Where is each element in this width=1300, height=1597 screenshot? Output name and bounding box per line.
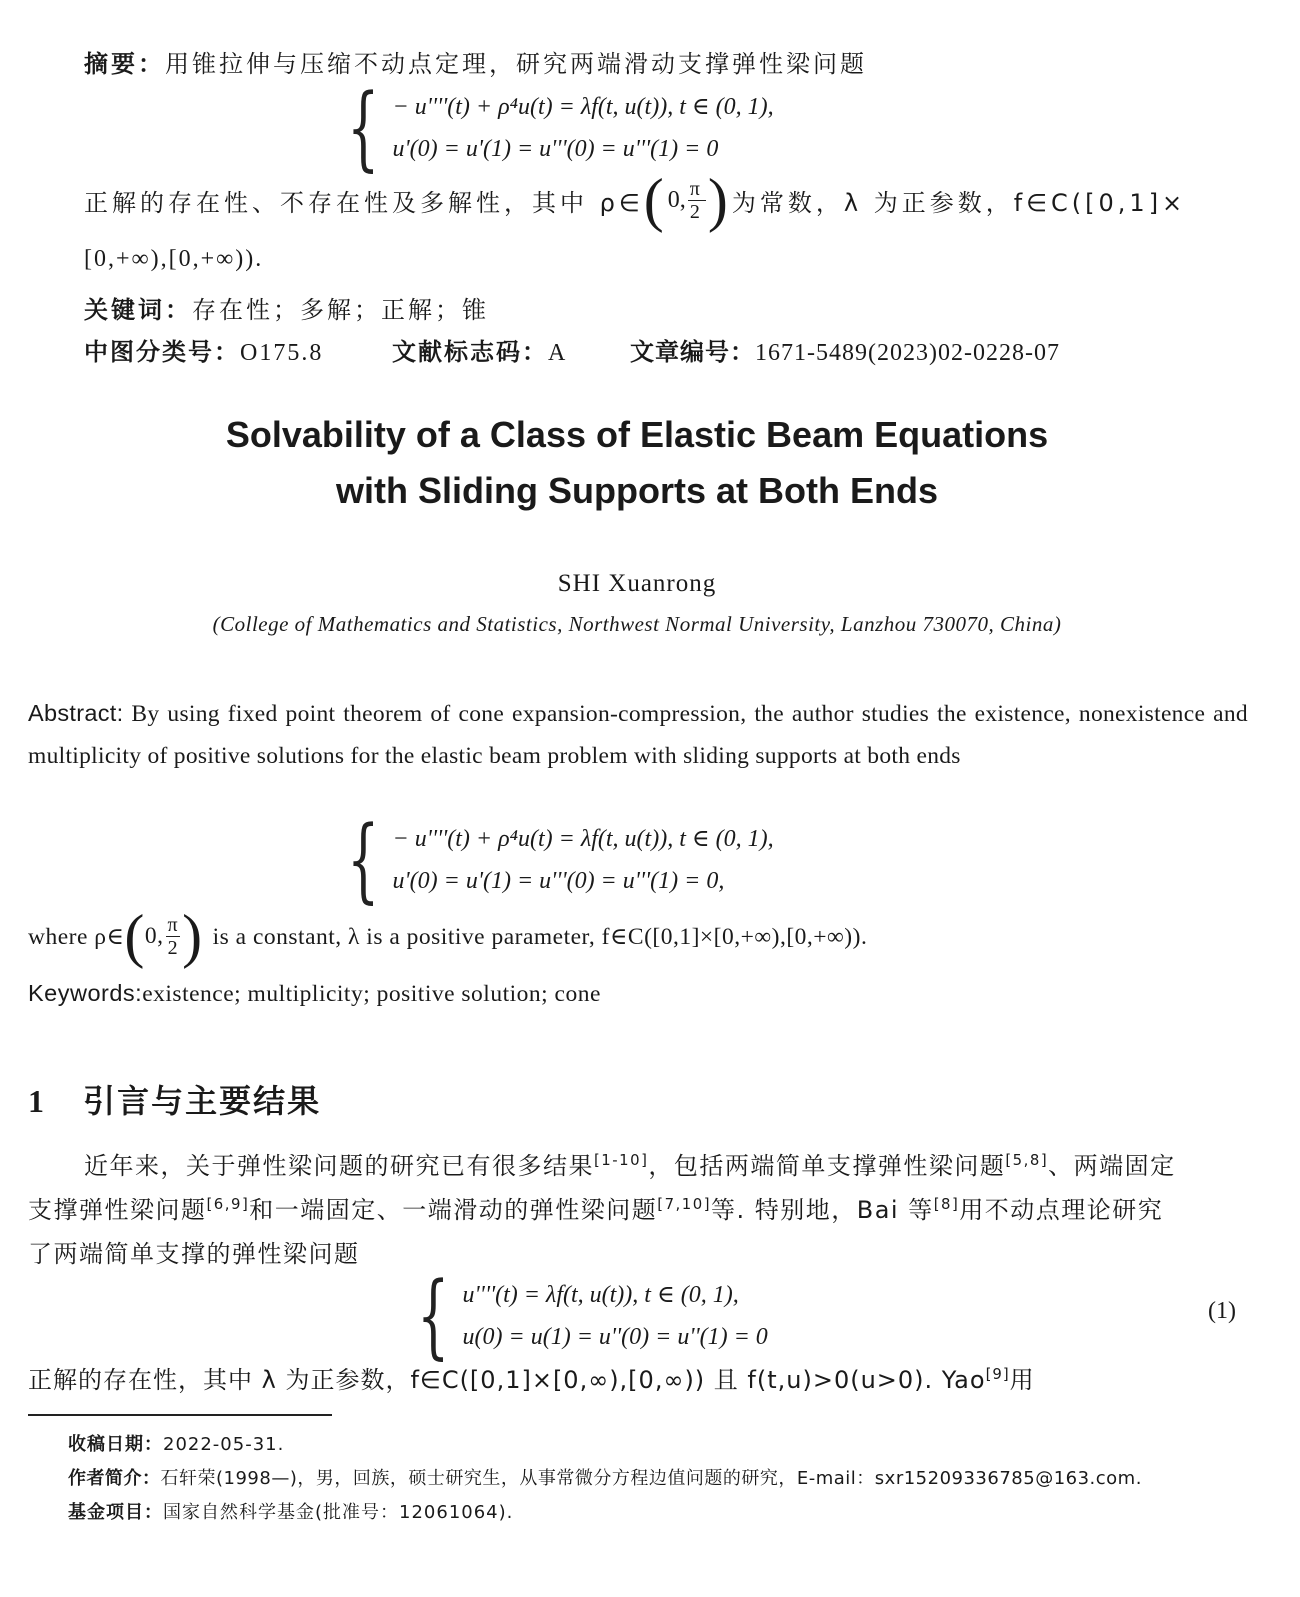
en-title-line2: with Sliding Supports at Both Ends xyxy=(336,470,938,511)
citation[interactable]: [1-10] xyxy=(594,1151,649,1169)
intro-eq-line1: u''''(t) = λf(t, u(t)), t ∈ (0, 1), xyxy=(462,1282,739,1308)
pi-over-2-fraction xyxy=(688,178,706,223)
footnote-divider xyxy=(28,1414,332,1416)
intro-line2: 支撑弹性梁问题[6,9]和一端固定、一端滑动的弹性梁问题[7,10]等. 特别地，Bai 等[8]用不动点理论研究 xyxy=(28,1195,1164,1224)
en-where-line xyxy=(28,903,868,969)
intro-equation-system xyxy=(404,1262,768,1369)
cn-abstract-line2-post: 为常数，λ 为正参数，f∈C([0,1]× xyxy=(731,188,1187,217)
fraction-denominator: 2 xyxy=(689,200,704,223)
intro-line1: 近年来，关于弹性梁问题的研究已有很多结果[1-10]，包括两端简单支撑弹性梁问题[5,8]、两端固定 xyxy=(84,1151,1176,1180)
cn-abstract-text: 用锥拉伸与压缩不动点定理，研究两端滑动支撑弹性梁问题 xyxy=(165,50,867,78)
clc-value: O175.8 xyxy=(240,340,324,366)
fraction-numerator: π xyxy=(167,913,179,936)
section-number: 1 xyxy=(28,1083,44,1119)
doc-label: 文献标志码： xyxy=(392,338,548,366)
cn-abstract-line1 xyxy=(84,44,867,79)
interval-open: 0, xyxy=(144,922,164,949)
article-label: 文章编号： xyxy=(630,338,755,366)
affiliation: (College of Mathematics and Statistics, Northwest Normal University, Lanzhou 730070, China) xyxy=(212,612,1062,636)
interval-open: 0, xyxy=(667,186,686,213)
en-keywords-label: Keywords: xyxy=(28,980,143,1006)
cn-keywords xyxy=(84,290,489,325)
where-pre: where ρ∈ xyxy=(28,923,125,950)
article-value: 1671-5489(2023)02-0228-07 xyxy=(755,340,1060,366)
en-abstract-label: Abstract: xyxy=(28,700,124,726)
footnote-received: 收稿日期：2022-05-31. xyxy=(68,1434,285,1455)
brace-symbol: { xyxy=(417,1262,450,1369)
en-keywords-text: existence; multiplicity; positive solution; cone xyxy=(142,981,601,1007)
fraction-numerator: π xyxy=(689,177,704,200)
where-post: is a constant, λ is a positive parameter, f∈C([0,1]×[0,+∞),[0,+∞)). xyxy=(212,923,868,950)
fraction-denominator: 2 xyxy=(167,936,179,959)
en-keywords xyxy=(28,980,601,1008)
brace-symbol: { xyxy=(347,806,380,913)
cn-abstract-line2-pre: 正解的存在性、不存在性及多解性，其中 ρ∈ xyxy=(84,188,644,217)
en-title-line1: Solvability of a Class of Elastic Beam Equations xyxy=(225,414,1049,455)
en-eq-line1: − u''''(t) + ρ⁴u(t) = λf(t, u(t)), t ∈ (0, 1), xyxy=(392,826,774,852)
en-abstract xyxy=(28,692,1248,777)
doc-code xyxy=(392,332,567,367)
citation[interactable]: [9] xyxy=(985,1365,1010,1383)
en-equation-system xyxy=(334,806,774,913)
pi-over-2-fraction xyxy=(166,914,181,959)
cn-abstract-line3: [0,+∞),[0,+∞)). xyxy=(84,246,264,272)
intro-line4: 正解的存在性，其中 λ 为正参数，f∈C([0,1]×[0,∞),[0,∞)) 且 f(t,u)>0(u>0). Yao[9]用 xyxy=(28,1365,1035,1394)
cn-equation-system xyxy=(334,74,774,181)
equation-number: (1) xyxy=(1208,1298,1236,1324)
section-heading xyxy=(28,1076,321,1122)
cn-abstract-line2 xyxy=(84,167,1187,233)
doc-value: A xyxy=(548,340,568,366)
author-name: SHI Xuanrong xyxy=(557,570,717,597)
footnote-author: 作者简介：石轩荣(1998—)，男，回族，硕士研究生，从事常微分方程边值问题的研究，E-mail：sxr15209336785@163.com. xyxy=(68,1468,1142,1489)
cn-abstract-label: 摘要： xyxy=(84,50,165,78)
rho-interval-en: ( 0, $\frac{\pi}{2}$ ) xyxy=(124,903,203,969)
footnote-fund: 基金项目：国家自然科学基金(批准号：12061064). xyxy=(68,1502,514,1523)
intro-line3: 了两端简单支撑的弹性梁问题 xyxy=(28,1240,360,1268)
cn-meta-row xyxy=(84,332,323,367)
cn-keywords-text: 存在性；多解；正解；锥 xyxy=(192,296,489,324)
cn-eq-line1: − u''''(t) + ρ⁴u(t) = λf(t, u(t)), t ∈ (0, 1), xyxy=(392,94,774,120)
rho-interval: ( 0, $\frac{\pi}{2}$ ) xyxy=(643,167,732,233)
cn-eq-line2: u'(0) = u'(1) = u'''(0) = u'''(1) = 0 xyxy=(392,136,719,162)
article-number xyxy=(630,332,1060,367)
citation[interactable]: [5,8] xyxy=(1005,1151,1049,1169)
citation[interactable]: [6,9] xyxy=(206,1195,250,1213)
cn-keywords-label: 关键词： xyxy=(84,296,192,324)
section-title: 引言与主要结果 xyxy=(83,1082,322,1120)
citation[interactable]: [8] xyxy=(933,1195,960,1213)
citation[interactable]: [7,10] xyxy=(657,1195,711,1213)
intro-eq-line2: u(0) = u(1) = u''(0) = u''(1) = 0 xyxy=(462,1324,768,1350)
en-abstract-text: By using fixed point theorem of cone expansion-compression, the author studies the existence, nonexistence and multiplicity of positive solutions for the elastic beam problem with sliding supports at both ends xyxy=(28,701,1248,769)
en-eq-line2: u'(0) = u'(1) = u'''(0) = u'''(1) = 0, xyxy=(392,868,725,894)
brace-symbol: { xyxy=(347,74,380,181)
clc-label: 中图分类号： xyxy=(84,338,240,366)
